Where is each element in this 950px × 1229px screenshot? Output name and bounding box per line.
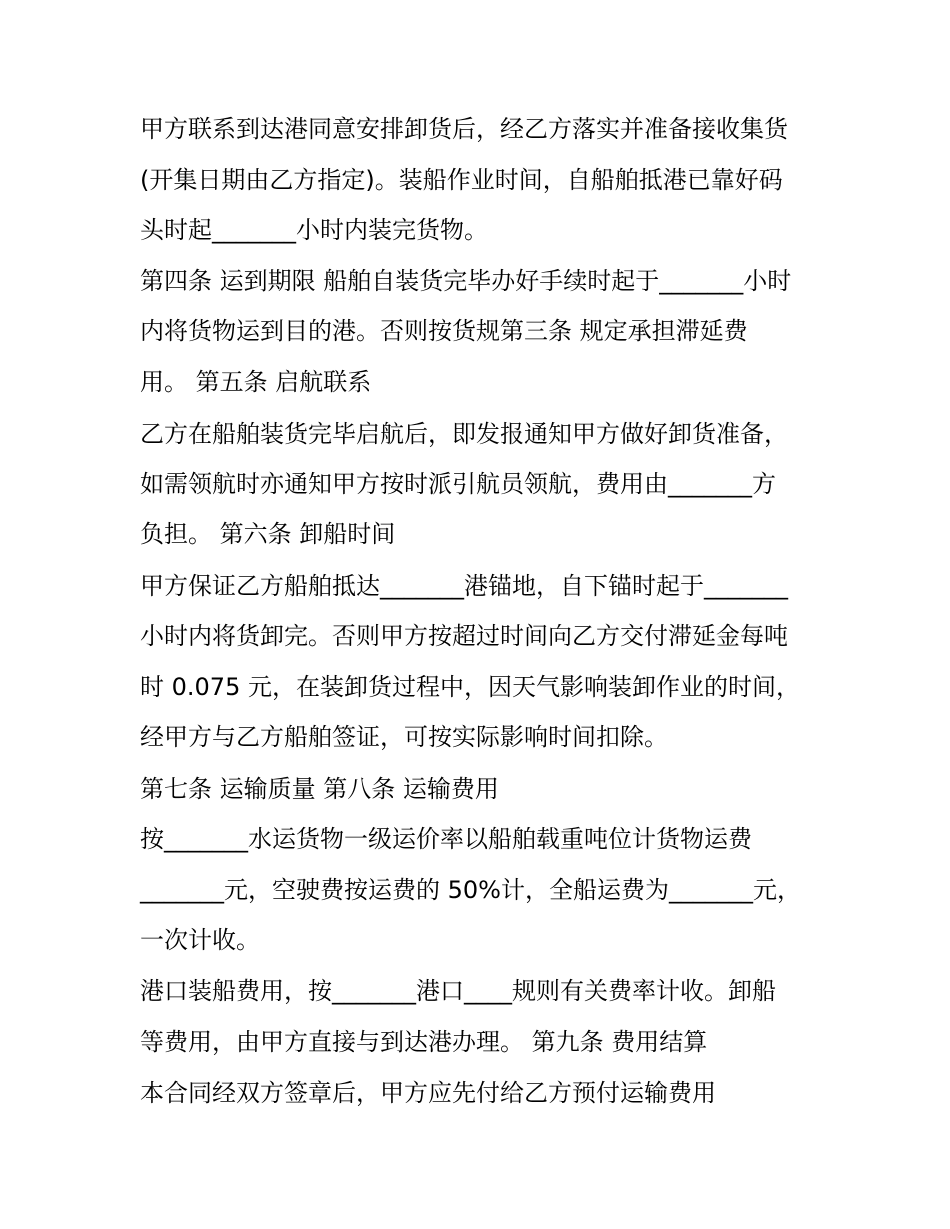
text-line-8: 如需领航时亦通知甲方按时派引航员领航，费用由_______方: [140, 470, 776, 498]
text-line-10: 甲方保证乙方船舶抵达_______港锚地，自下锚时起于_______: [140, 572, 788, 600]
text-line-16: _______元，空驶费按运费的 50%计，全船运费为_______元，: [140, 876, 801, 904]
text-line-3: 头时起_______小时内装完货物。: [140, 216, 488, 244]
text-line-15: 按_______水运货物一级运价率以船舶载重吨位计货物运费: [140, 825, 752, 853]
text-line-14: 第七条 运输质量 第八条 运输费用: [140, 775, 499, 803]
text-line-17: 一次计收。: [140, 926, 260, 954]
text-line-7: 乙方在船舶装货完毕启航后，即发报通知甲方做好卸货准备，: [140, 420, 788, 448]
text-line-20: 本合同经双方签章后，甲方应先付给乙方预付运输费用: [140, 1079, 716, 1107]
text-line-5: 内将货物运到目的港。否则按货规第三条 规定承担滞延费: [140, 317, 748, 345]
text-line-11: 小时内将货卸完。否则甲方按超过时间向乙方交付滞延金每吨: [140, 622, 788, 650]
text-line-12: 时 0.075 元，在装卸货过程中，因天气影响装卸作业的时间，: [140, 673, 800, 701]
text-line-6: 用。 第五条 启航联系: [140, 368, 372, 396]
text-line-9: 负担。 第六条 卸船时间: [140, 520, 396, 548]
text-line-4: 第四条 运到期限 船舶自装货完毕办好手续时起于_______小时: [140, 267, 792, 295]
text-line-2: (开集日期由乙方指定)。装船作业时间，自船舶抵港已靠好码: [140, 166, 783, 194]
text-line-18: 港口装船费用，按_______港口____规则有关费率计收。卸船: [140, 977, 776, 1005]
text-line-13: 经甲方与乙方船舶签证，可按实际影响时间扣除。: [140, 723, 668, 751]
text-line-19: 等费用，由甲方直接与到达港办理。 第九条 费用结算: [140, 1028, 708, 1056]
text-line-1: 甲方联系到达港同意安排卸货后，经乙方落实并准备接收集货: [140, 115, 788, 143]
